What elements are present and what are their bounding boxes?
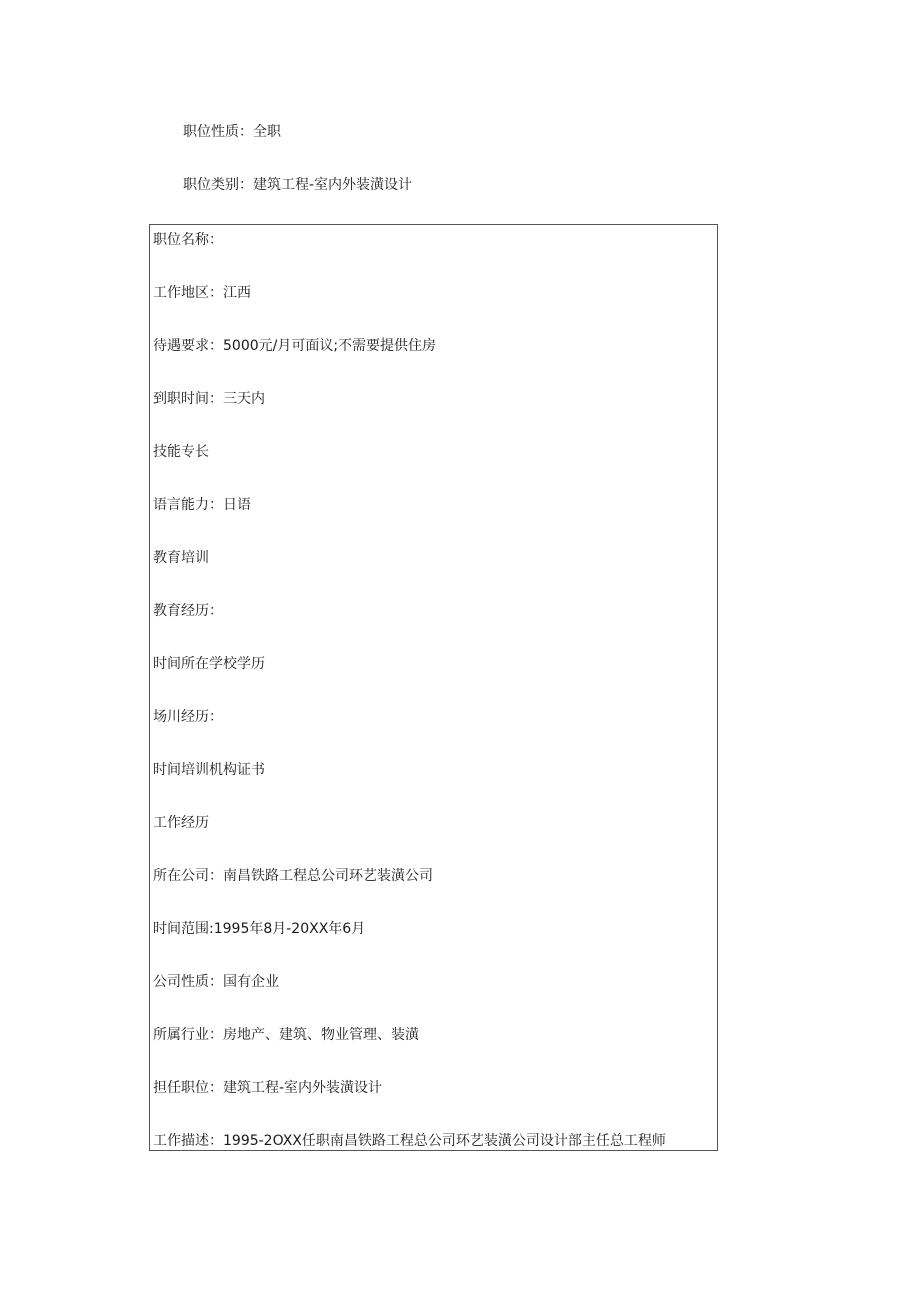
work-experience-heading: 工作经历 xyxy=(153,815,209,831)
start-time-field: 到职时间：三天内 xyxy=(153,391,265,407)
company-nature-field: 公司性质：国有企业 xyxy=(153,974,279,990)
education-columns-label: 时间所在学校学历 xyxy=(153,656,265,672)
job-category-line: 职位类别：建筑工程-室内外装潢设计 xyxy=(183,177,413,193)
company-field: 所在公司：南昌铁路工程总公司环艺装潢公司 xyxy=(153,868,433,884)
skills-heading: 技能专长 xyxy=(153,444,209,460)
job-nature-line: 职位性质：全职 xyxy=(183,124,281,140)
language-ability-field: 语言能力：日语 xyxy=(153,497,251,513)
training-columns-label: 时间培训机构证书 xyxy=(153,762,265,778)
education-training-heading: 教育培训 xyxy=(153,550,209,566)
job-description-field: 工作描述：1995-2OXX任职南昌铁路工程总公司环艺装潢公司设计部主任总工程师 xyxy=(153,1133,666,1149)
work-region-field: 工作地区：江西 xyxy=(153,285,251,301)
time-range-field: 时间范围:1995年8月-20XX年6月 xyxy=(153,921,366,937)
industry-field: 所属行业：房地产、建筑、物业管理、装潢 xyxy=(153,1027,419,1043)
resume-table xyxy=(149,224,718,1151)
education-history-label: 教育经历： xyxy=(153,603,223,619)
position-name-field: 职位名称： xyxy=(153,232,223,248)
training-history-label: 场川经历： xyxy=(153,709,223,725)
salary-requirement-field: 待遇要求：5000元/月可面议;不需要提供住房 xyxy=(153,338,437,354)
held-position-field: 担任职位：建筑工程-室内外装潢设计 xyxy=(153,1080,383,1096)
